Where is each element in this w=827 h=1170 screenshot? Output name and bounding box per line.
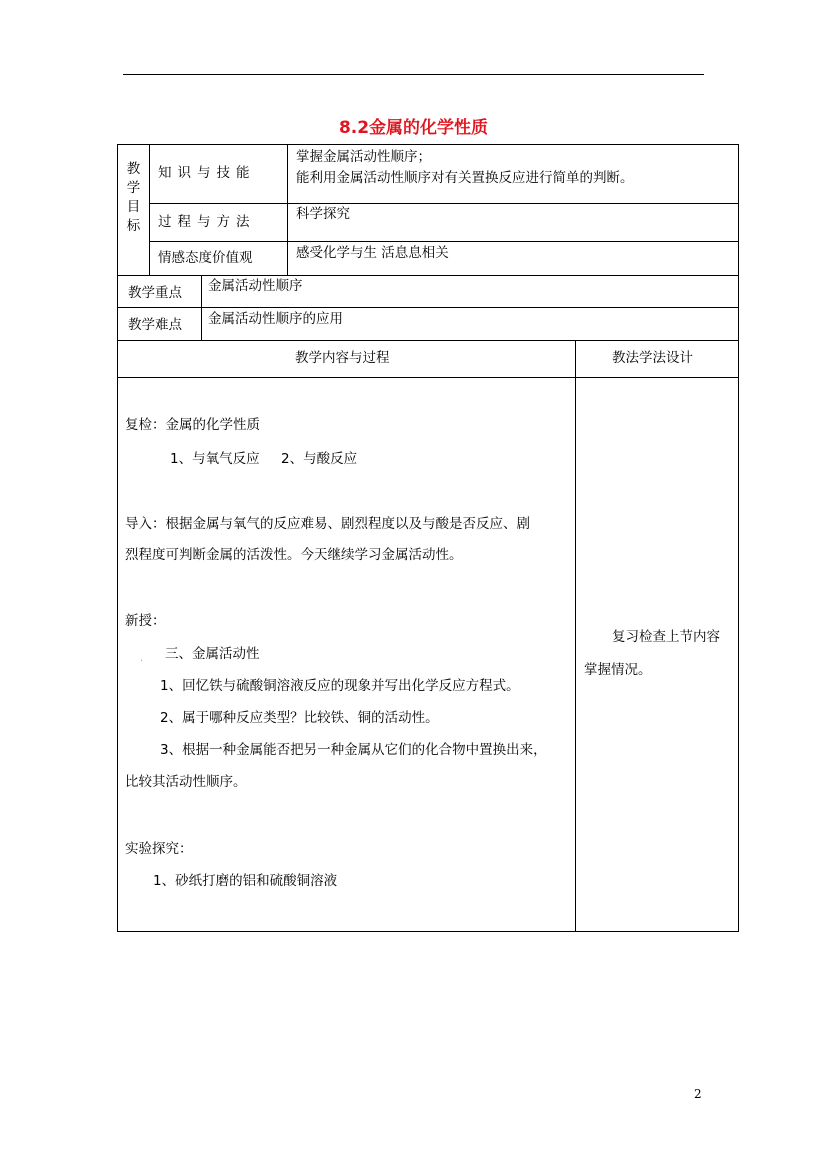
question-2: 2、属于哪种反应类型？比较铁、铜的活动性。 bbox=[160, 710, 439, 726]
row-divider bbox=[149, 203, 738, 204]
row-divider bbox=[117, 340, 738, 341]
method-header: 教法学法设计 bbox=[612, 350, 693, 366]
new-lesson-title: 新授： bbox=[125, 613, 166, 629]
objectives-label-divider bbox=[149, 144, 150, 275]
question-1: 1、回忆铁与硫酸铜溶液反应的现象并写出化学反应方程式。 bbox=[160, 678, 520, 694]
objectives-content-divider bbox=[287, 144, 288, 275]
intro-line-2: 烈程度可判断金属的活泼性。今天继续学习金属活动性。 bbox=[125, 547, 463, 563]
row-divider bbox=[117, 377, 738, 378]
review-title: 复检：金属的化学性质 bbox=[125, 417, 260, 433]
emotion-label: 情感态度价值观 bbox=[158, 250, 253, 266]
intro-line-1: 导入：根据金属与氧气的反应难易、剧烈程度以及与酸是否反应、剧 bbox=[125, 516, 530, 532]
row-divider bbox=[149, 241, 738, 242]
difficulty-text: 金属活动性顺序的应用 bbox=[208, 311, 343, 327]
bullet-dot: . bbox=[140, 653, 144, 664]
process-text: 科学探究 bbox=[296, 206, 350, 222]
knowledge-label: 知识与技能 bbox=[158, 165, 256, 181]
question-3-line-2: 比较其活动性顺序。 bbox=[125, 774, 247, 790]
experiment-title: 实验探究： bbox=[125, 841, 193, 857]
section-title: 三、金属活动性 bbox=[165, 646, 260, 662]
page-number: 2 bbox=[694, 1087, 702, 1101]
knowledge-line-1: 掌握金属活动性顺序； bbox=[296, 149, 431, 165]
experiment-item-1: 1、砂纸打磨的铝和硫酸铜溶液 bbox=[153, 873, 338, 889]
header-rule bbox=[123, 74, 704, 75]
review-items: 1、与氧气反应 2、与酸反应 bbox=[170, 451, 358, 467]
row-divider bbox=[117, 307, 738, 308]
content-method-divider bbox=[575, 340, 576, 932]
key-point-label: 教学重点 bbox=[128, 285, 182, 301]
difficulty-label: 教学难点 bbox=[128, 317, 182, 333]
document-title: 8.2金属的化学性质 bbox=[338, 118, 489, 138]
process-label: 过程与方法 bbox=[158, 214, 256, 230]
content-header: 教学内容与过程 bbox=[295, 350, 390, 366]
objectives-label: 教 学 目 标 bbox=[126, 161, 141, 234]
method-line-1: 复习检查上节内容 bbox=[612, 629, 720, 645]
knowledge-line-2: 能利用金属活动性顺序对有关置换反应进行简单的判断。 bbox=[296, 170, 634, 186]
emotion-text: 感受化学与生 活息息相关 bbox=[296, 245, 449, 261]
method-line-2: 掌握情况。 bbox=[584, 662, 652, 678]
question-3-line-1: 3、根据一种金属能否把另一种金属从它们的化合物中置换出来， bbox=[160, 742, 547, 758]
row-divider bbox=[117, 275, 738, 276]
key-point-text: 金属活动性顺序 bbox=[208, 278, 303, 294]
